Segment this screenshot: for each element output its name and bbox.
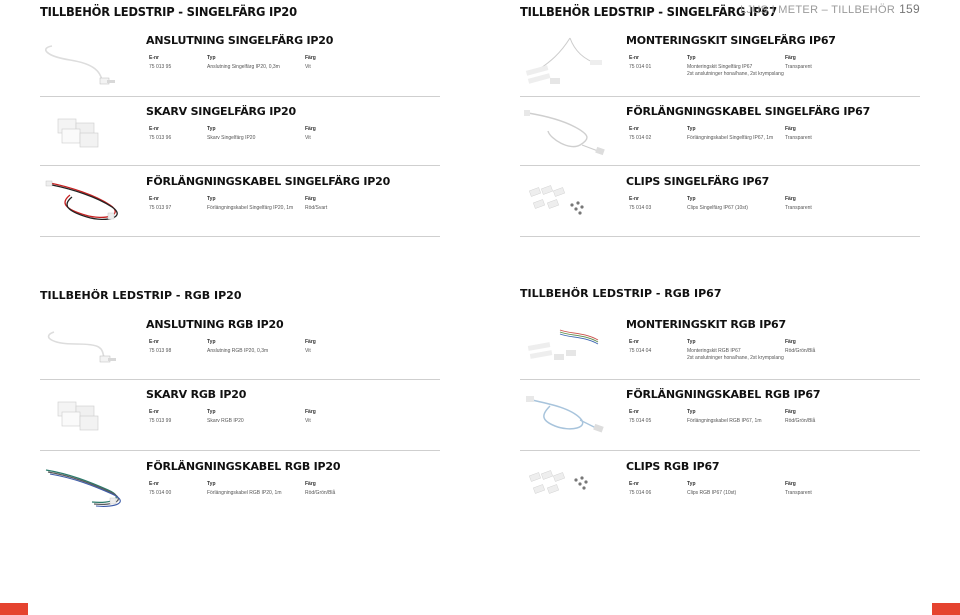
typ-label: Typ	[687, 196, 696, 202]
product-image	[520, 34, 615, 94]
enr-value: 75 014 01	[629, 64, 652, 70]
product-title: MONTERINGSKIT SINGELFÄRG IP67	[626, 34, 836, 47]
product-image	[40, 175, 135, 235]
enr-value: 75 014 05	[629, 418, 652, 424]
divider	[520, 236, 920, 237]
enr-label: E-nr	[629, 55, 639, 61]
enr-label: E-nr	[629, 481, 639, 487]
farg-label: Färg	[785, 126, 796, 132]
right-section-title: TILLBEHÖR LEDSTRIP - SINGELFÄRG IP67	[520, 4, 777, 20]
product-title: FÖRLÄNGNINGSKABEL RGB IP67	[626, 388, 821, 401]
farg-label: Färg	[305, 481, 316, 487]
product-title: CLIPS RGB IP67	[626, 460, 720, 473]
enr-value: 75 014 03	[629, 205, 652, 211]
divider	[520, 450, 920, 451]
typ-label: Typ	[687, 481, 696, 487]
divider	[520, 379, 920, 380]
farg-label: Färg	[785, 409, 796, 415]
product-forlangningskabel-singel-ip67	[520, 105, 960, 165]
typ-line-2: 2st anslutninger hona/hane, 2st krympslang	[687, 71, 784, 77]
divider	[40, 236, 440, 237]
enr-label: E-nr	[629, 339, 639, 345]
typ-label: Typ	[207, 55, 216, 61]
product-anslutning-singel-ip20	[40, 34, 480, 94]
typ-line-1: Monteringskit RGB IP67	[687, 348, 741, 354]
farg-label: Färg	[305, 196, 316, 202]
product-title: SKARV SINGELFÄRG IP20	[146, 105, 296, 118]
page-reference	[740, 2, 920, 16]
typ-value: Anslutning RGB IP20, 0,3m	[207, 348, 269, 354]
product-title: MONTERINGSKIT RGB IP67	[626, 318, 786, 331]
farg-value: Röd/Grön/Blå	[305, 490, 336, 496]
typ-value: Anslutning Singelfärg IP20, 0,3m	[207, 64, 280, 70]
product-image	[520, 175, 615, 235]
farg-value: Röd/Svart	[305, 205, 328, 211]
page-ref-text: LJUS I METER – TILLBEHÖR	[740, 4, 896, 16]
rgb-ip20-section-title: TILLBEHÖR LEDSTRIP - RGB IP20	[40, 289, 242, 302]
typ-label: Typ	[687, 409, 696, 415]
product-anslutning-rgb-ip20	[40, 318, 480, 378]
enr-label: E-nr	[149, 339, 159, 345]
product-image	[520, 105, 615, 165]
left-color-tab	[0, 603, 28, 615]
enr-value: 75 013 98	[149, 348, 172, 354]
product-clips-rgb-ip67	[520, 460, 960, 520]
enr-label: E-nr	[629, 196, 639, 202]
farg-value: Transparent	[785, 205, 812, 211]
typ-label: Typ	[207, 481, 216, 487]
typ-value: Clips RGB IP67 (10st)	[687, 490, 737, 496]
farg-value: Vit	[305, 418, 311, 424]
typ-label: Typ	[687, 55, 696, 61]
rgb-ip67-section-title: TILLBEHÖR LEDSTRIP - RGB IP67	[520, 287, 722, 300]
product-clips-singel-ip67	[520, 175, 960, 235]
typ-value: Förlängningskabel RGB IP67, 1m	[687, 418, 762, 424]
farg-label: Färg	[785, 481, 796, 487]
typ-value	[687, 64, 784, 78]
farg-value: Transparent	[785, 490, 812, 496]
enr-label: E-nr	[149, 126, 159, 132]
divider	[40, 379, 440, 380]
typ-value: Skarv RGB IP20	[207, 418, 244, 424]
typ-line-2: 2st anslutninger hona/hane, 2st krympslang	[687, 355, 784, 361]
farg-label: Färg	[305, 339, 316, 345]
farg-value: Vit	[305, 348, 311, 354]
product-title: CLIPS SINGELFÄRG IP67	[626, 175, 770, 188]
typ-value: Förlängningskabel Singelfärg IP20, 1m	[207, 205, 294, 211]
product-image	[520, 318, 615, 378]
enr-value: 75 013 99	[149, 418, 172, 424]
typ-value: Förlängningskabel Singelfärg IP67, 1m	[687, 135, 774, 141]
product-title: SKARV RGB IP20	[146, 388, 247, 401]
farg-label: Färg	[785, 55, 796, 61]
product-title: ANSLUTNING SINGELFÄRG IP20	[146, 34, 334, 47]
typ-label: Typ	[207, 409, 216, 415]
divider	[40, 96, 440, 97]
enr-label: E-nr	[149, 409, 159, 415]
product-title: FÖRLÄNGNINGSKABEL RGB IP20	[146, 460, 341, 473]
enr-label: E-nr	[149, 481, 159, 487]
farg-label: Färg	[305, 55, 316, 61]
product-forlangningskabel-rgb-ip20	[40, 460, 480, 520]
typ-label: Typ	[207, 196, 216, 202]
product-monteringskit-singel-ip67	[520, 34, 960, 94]
farg-value: Vit	[305, 64, 311, 70]
enr-label: E-nr	[149, 55, 159, 61]
product-image	[40, 460, 135, 520]
farg-value: Vit	[305, 135, 311, 141]
enr-label: E-nr	[629, 126, 639, 132]
product-forlangningskabel-singel-ip20	[40, 175, 480, 235]
product-title: FÖRLÄNGNINGSKABEL SINGELFÄRG IP20	[146, 175, 391, 188]
farg-label: Färg	[305, 126, 316, 132]
typ-line-1: Monteringskit Singelfärg IP67	[687, 64, 753, 70]
typ-value: Clips Singelfärg IP67 (10st)	[687, 205, 748, 211]
right-color-tab	[932, 603, 960, 615]
farg-label: Färg	[785, 196, 796, 202]
product-image	[40, 388, 135, 448]
enr-value: 75 014 02	[629, 135, 652, 141]
typ-value: Skarv Singelfärg IP20	[207, 135, 256, 141]
product-skarv-singel-ip20	[40, 105, 480, 165]
product-image	[520, 460, 615, 520]
enr-label: E-nr	[629, 409, 639, 415]
product-image	[520, 388, 615, 448]
typ-value: Förlängningskabel RGB IP20, 1m	[207, 490, 282, 496]
page-number: 159	[899, 2, 920, 16]
enr-value: 75 013 97	[149, 205, 172, 211]
left-section-title: TILLBEHÖR LEDSTRIP - SINGELFÄRG IP20	[40, 4, 297, 20]
product-title: ANSLUTNING RGB IP20	[146, 318, 284, 331]
enr-value: 75 014 06	[629, 490, 652, 496]
product-image	[40, 34, 135, 94]
divider	[520, 165, 920, 166]
typ-label: Typ	[687, 126, 696, 132]
product-image	[40, 318, 135, 378]
farg-value: Transparent	[785, 135, 812, 141]
product-monteringskit-rgb-ip67	[520, 318, 960, 378]
farg-value: Röd/Grön/Blå	[785, 348, 816, 354]
enr-value: 75 014 04	[629, 348, 652, 354]
typ-label: Typ	[207, 339, 216, 345]
farg-label: Färg	[785, 339, 796, 345]
enr-value: 75 014 00	[149, 490, 172, 496]
divider	[40, 450, 440, 451]
product-title: FÖRLÄNGNINGSKABEL SINGELFÄRG IP67	[626, 105, 871, 118]
product-forlangningskabel-rgb-ip67	[520, 388, 960, 448]
product-image	[40, 105, 135, 165]
typ-value	[687, 348, 784, 362]
farg-value: Röd/Grön/Blå	[785, 418, 816, 424]
typ-label: Typ	[687, 339, 696, 345]
farg-label: Färg	[305, 409, 316, 415]
enr-value: 75 013 95	[149, 64, 172, 70]
divider	[40, 165, 440, 166]
divider	[520, 96, 920, 97]
enr-label: E-nr	[149, 196, 159, 202]
typ-label: Typ	[207, 126, 216, 132]
farg-value: Transparent	[785, 64, 812, 70]
product-skarv-rgb-ip20	[40, 388, 480, 448]
enr-value: 75 013 96	[149, 135, 172, 141]
